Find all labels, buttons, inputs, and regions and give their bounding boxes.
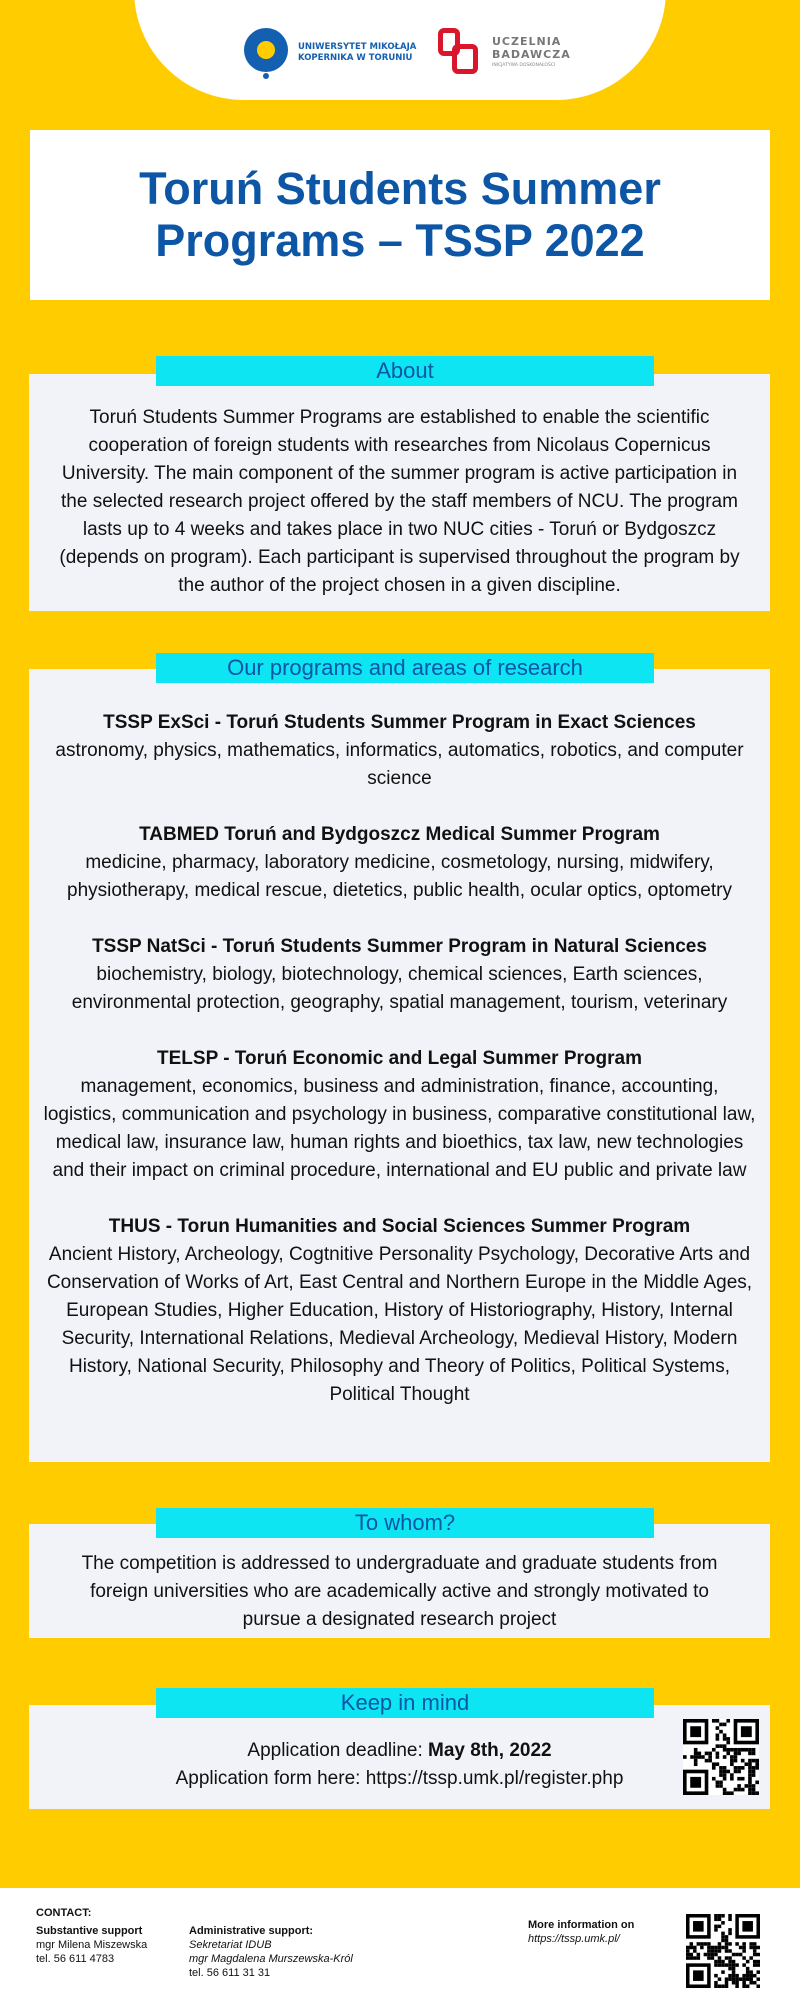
about-panel bbox=[29, 374, 770, 611]
ub-logo-subtext: INICJATYWA DOSKONAŁOŚCI bbox=[492, 62, 556, 68]
title-box bbox=[30, 130, 770, 300]
admin-label: Administrative support: bbox=[189, 1925, 314, 1937]
program-tabmed bbox=[43, 821, 756, 905]
umk-logo bbox=[244, 28, 418, 78]
substantive-support bbox=[36, 1924, 147, 1966]
program-areas: management, economics, business and administration, finance, accounting, logistics, communication and psychology in business, comparative constitutional law, medical law, insurance law, human rights and bioethics, tax law, new technologies and their impact on criminal procedure, international and EU public and private law bbox=[43, 1076, 756, 1181]
program-exsci bbox=[43, 709, 756, 793]
substantive-tel: tel. 56 611 4783 bbox=[36, 1953, 115, 1965]
application-form-line[interactable]: Application form here: https://tssp.umk.pl/register.php bbox=[175, 1768, 624, 1789]
deadline-line bbox=[29, 1737, 770, 1765]
program-areas: Ancient History, Archeology, Cogtnitive Personality Psychology, Decorative Arts and Conservation of Works of Art, East Central and Northern Europe in the Middle Ages, European Studies, Higher Education, History of Historiography, History, Internal Security, International Relations, Medieval Archeology, Medieval History, Modern History, National Security, Philosophy and Theory of Politics, Political Systems, Political Thought bbox=[46, 1244, 753, 1405]
programs-panel bbox=[29, 669, 770, 1462]
qr-code-icon bbox=[683, 1719, 759, 1795]
admin-tel: tel. 56 611 31 31 bbox=[189, 1967, 271, 1979]
umk-logo-text: UNIWERSYTET MIKOŁAJA KOPERNIKA W TORUNIU bbox=[298, 42, 417, 63]
footer bbox=[0, 1888, 800, 2000]
programs-heading: Our programs and areas of research bbox=[156, 653, 654, 683]
program-title: TSSP NatSci - Toruń Students Summer Program in Natural Sciences bbox=[92, 936, 707, 957]
page-title: Toruń Students Summer Programs – TSSP 2022 bbox=[139, 163, 661, 266]
contact-label: CONTACT: bbox=[36, 1907, 92, 1919]
about-text: Toruń Students Summer Programs are established to enable the scientific cooperation of foreign students with researches from Nicolaus Copernicus University. The main component of the summer program is active participation in the selected research project offered by the staff members of NCU. The program lasts up to 4 weeks and takes place in two NUC cities - Toruń or Bydgoszcz (depends on program). Each participant is supervised throughout the program by the author of the project chosen in a given discipline. bbox=[59, 407, 740, 596]
umk-emblem-icon bbox=[244, 28, 288, 78]
whom-panel bbox=[29, 1524, 770, 1638]
deadline-label: Application deadline: bbox=[247, 1740, 423, 1761]
program-title: TABMED Toruń and Bydgoszcz Medical Summer Program bbox=[139, 824, 660, 845]
keep-in-mind-heading: Keep in mind bbox=[156, 1688, 654, 1718]
program-natsci bbox=[43, 933, 756, 1017]
more-url[interactable]: https://tssp.umk.pl/ bbox=[528, 1933, 620, 1945]
ub-logo-text: UCZELNIA BADAWCZA bbox=[492, 34, 571, 61]
whom-text: The competition is addressed to undergraduate and graduate students from foreign universities who are academically active and strongly motivated to pursue a designated research project bbox=[81, 1553, 718, 1630]
deadline-value: May 8th, 2022 bbox=[428, 1740, 552, 1761]
admin-office: Sekretariat IDUB bbox=[189, 1939, 272, 1951]
keep-in-mind-panel bbox=[29, 1705, 770, 1809]
ub-emblem-icon bbox=[436, 26, 486, 76]
substantive-name: mgr Milena Miszewska bbox=[36, 1939, 148, 1951]
ub-logo bbox=[436, 26, 571, 76]
whom-heading: To whom? bbox=[156, 1508, 654, 1538]
more-info bbox=[528, 1918, 634, 1946]
program-title: THUS - Torun Humanities and Social Sciences Summer Program bbox=[108, 1216, 691, 1237]
administrative-support bbox=[189, 1924, 353, 1980]
about-heading: About bbox=[156, 356, 654, 386]
footer-qr-code-icon bbox=[686, 1914, 760, 1988]
admin-name: mgr Magdalena Murszewska-Król bbox=[189, 1953, 353, 1965]
substantive-label: Substantive support bbox=[36, 1925, 143, 1937]
program-thus bbox=[43, 1213, 756, 1409]
program-title: TELSP - Toruń Economic and Legal Summer Program bbox=[157, 1048, 642, 1069]
program-areas: astronomy, physics, mathematics, informatics, automatics, robotics, and computer science bbox=[55, 740, 744, 789]
more-label: More information on bbox=[528, 1919, 635, 1931]
program-areas: medicine, pharmacy, laboratory medicine, cosmetology, nursing, midwifery, physiotherapy, medical rescue, dietetics, public health, ocular optics, optometry bbox=[67, 852, 732, 901]
program-areas: biochemistry, biology, biotechnology, chemical sciences, Earth sciences, environmental protection, geography, spatial management, tourism, veterinary bbox=[71, 964, 728, 1013]
program-telsp bbox=[43, 1045, 756, 1185]
program-title: TSSP ExSci - Toruń Students Summer Program in Exact Sciences bbox=[103, 712, 696, 733]
